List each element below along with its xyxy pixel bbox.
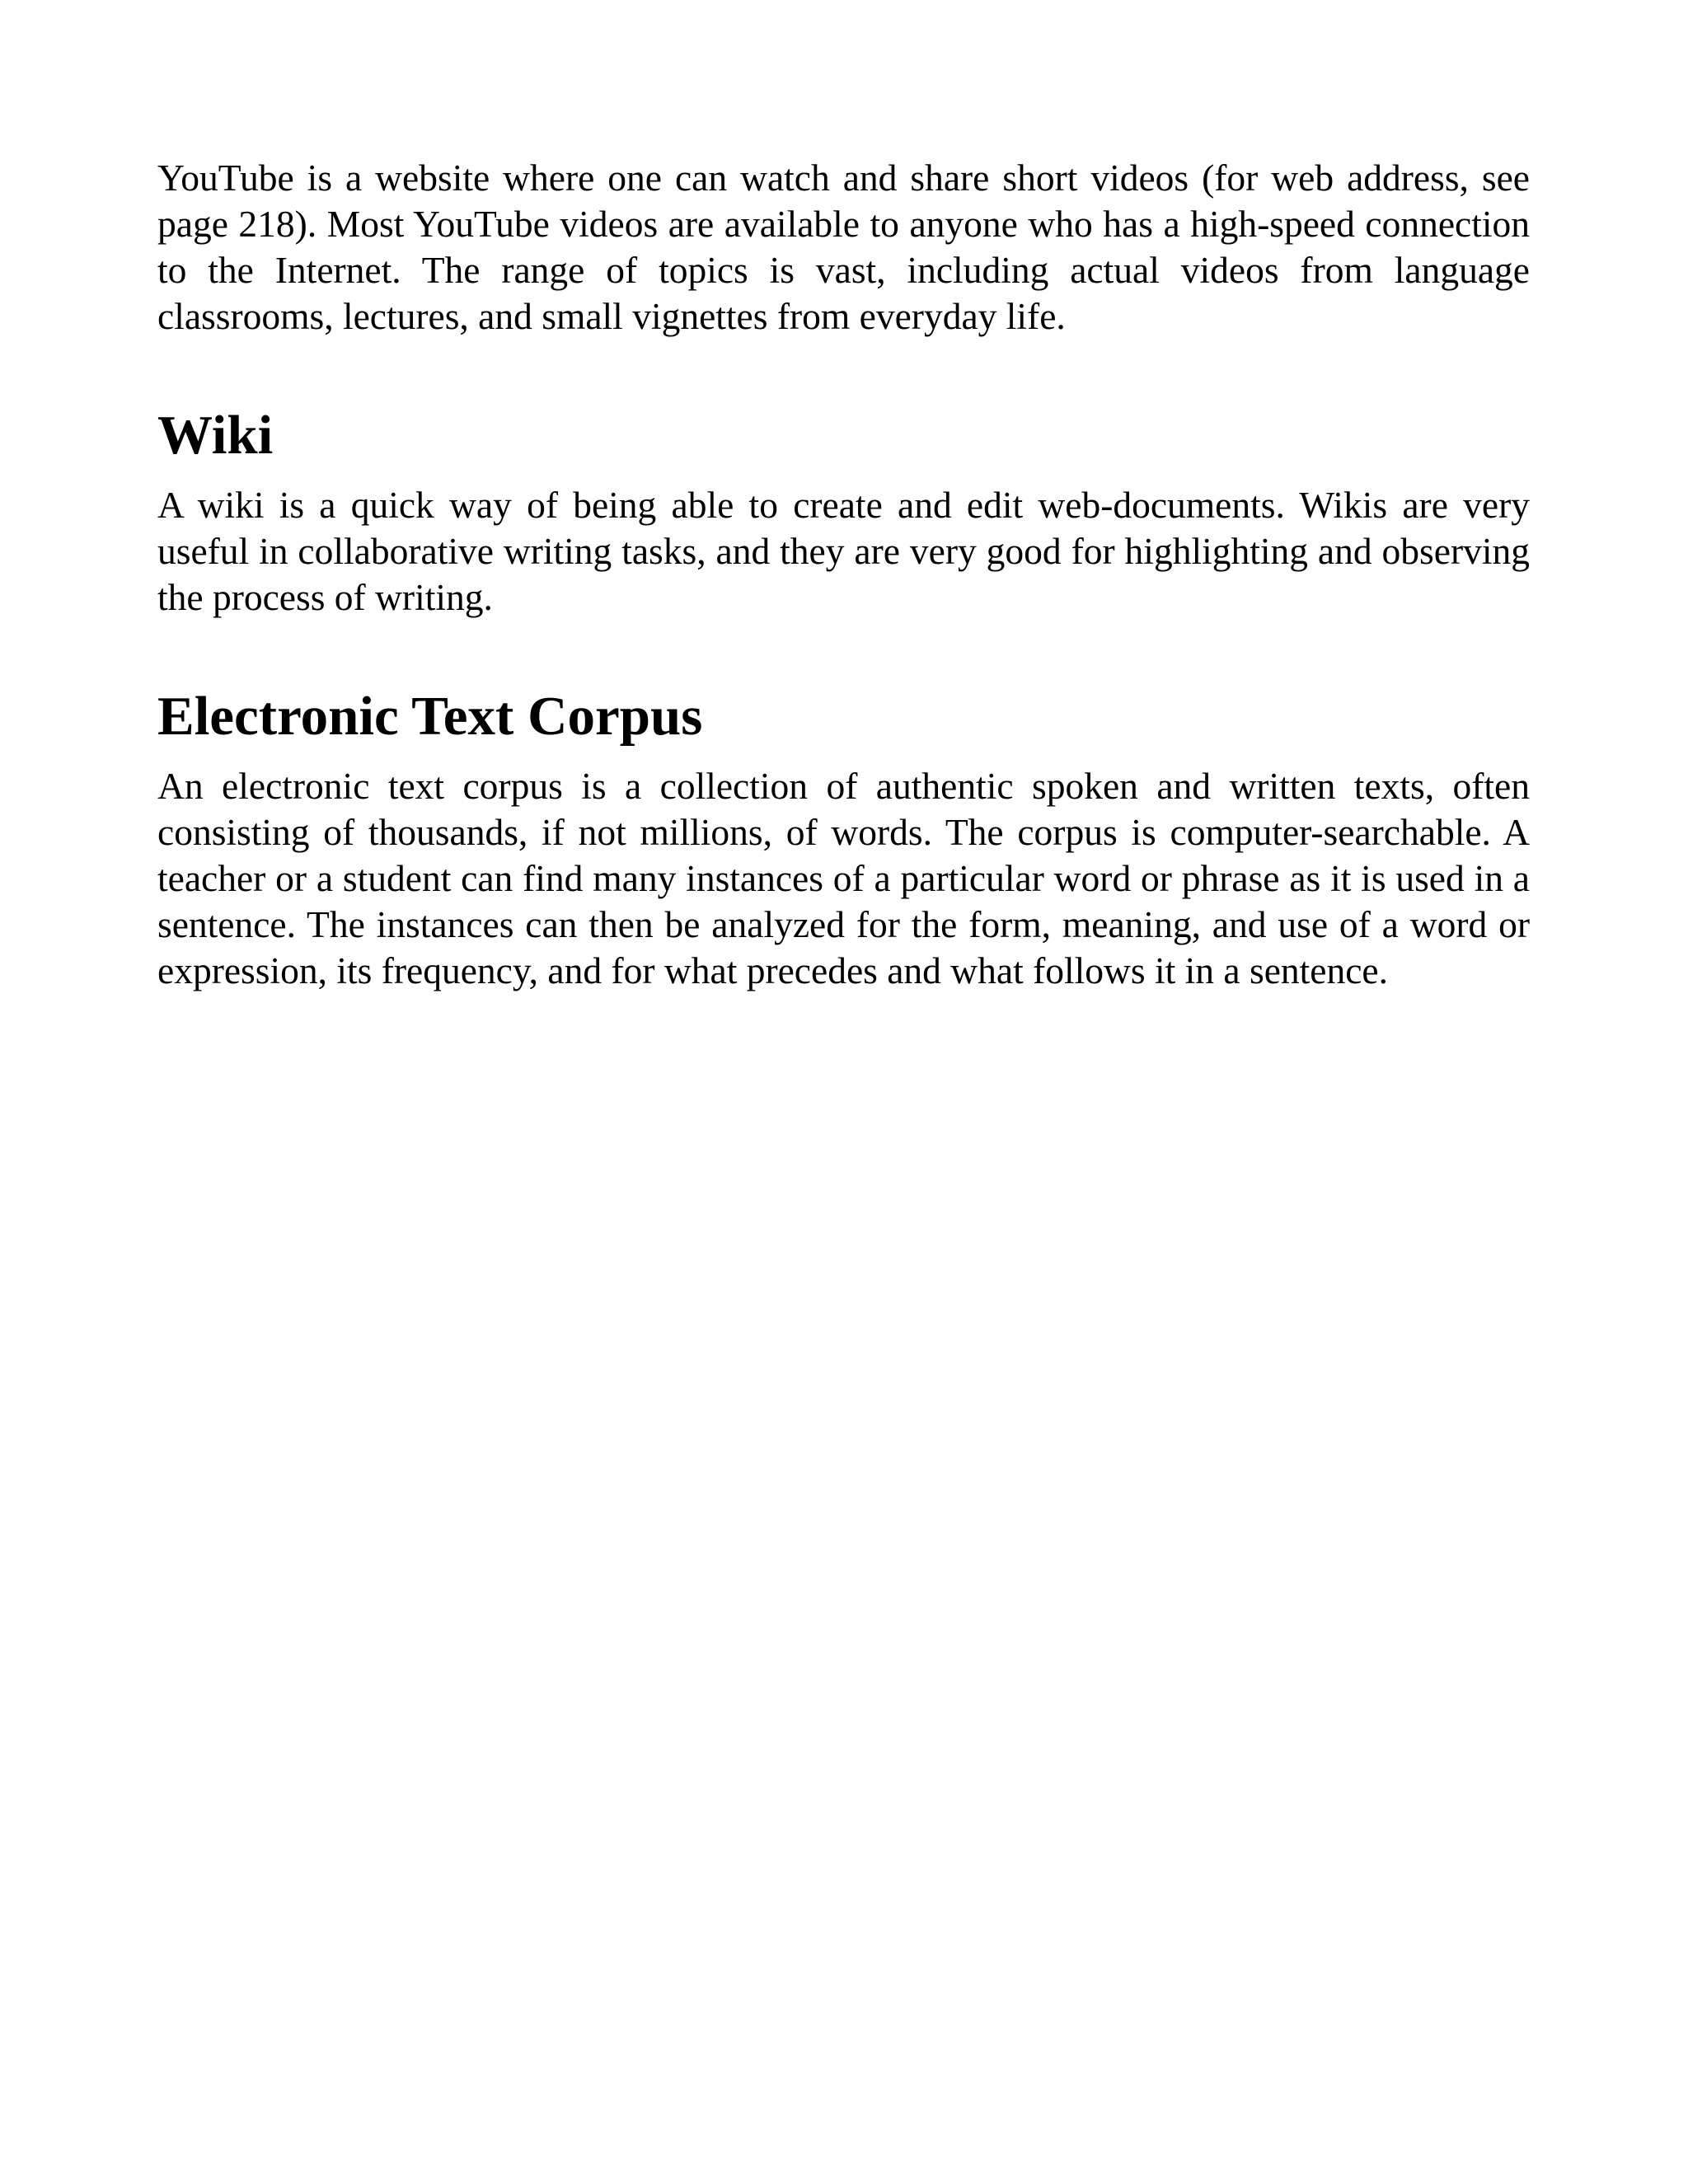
wiki-heading: Wiki <box>157 405 274 466</box>
electronic-text-corpus-paragraph: An electronic text corpus is a collection of authentic spoken and written texts, often consisting of thousands, if not millions, of words. The corpus is computer-searchable. A teacher or a student can find many instances of a particular word or phrase as it is used in a sentence. The instances can then be analyzed for the form, meaning, and use of a word or expression, its frequency, and for what precedes and what follows it in a sentence. <box>157 765 1530 991</box>
electronic-text-corpus-heading: Electronic Text Corpus <box>157 686 703 747</box>
youtube-paragraph: YouTube is a website where one can watch and share short videos (for web address, see page 218). Most YouTube videos are available to anyone who has a high-speed connection to the Internet. The range of topics is vast, including actual videos from language classrooms, lectures, and small vignettes from everyday life. <box>157 157 1530 337</box>
document-page <box>157 155 1530 994</box>
wiki-paragraph: A wiki is a quick way of being able to create and edit web-documents. Wikis are very useful in collaborative writing tasks, and they are very good for highlighting and observing the process of writing. <box>157 484 1530 618</box>
